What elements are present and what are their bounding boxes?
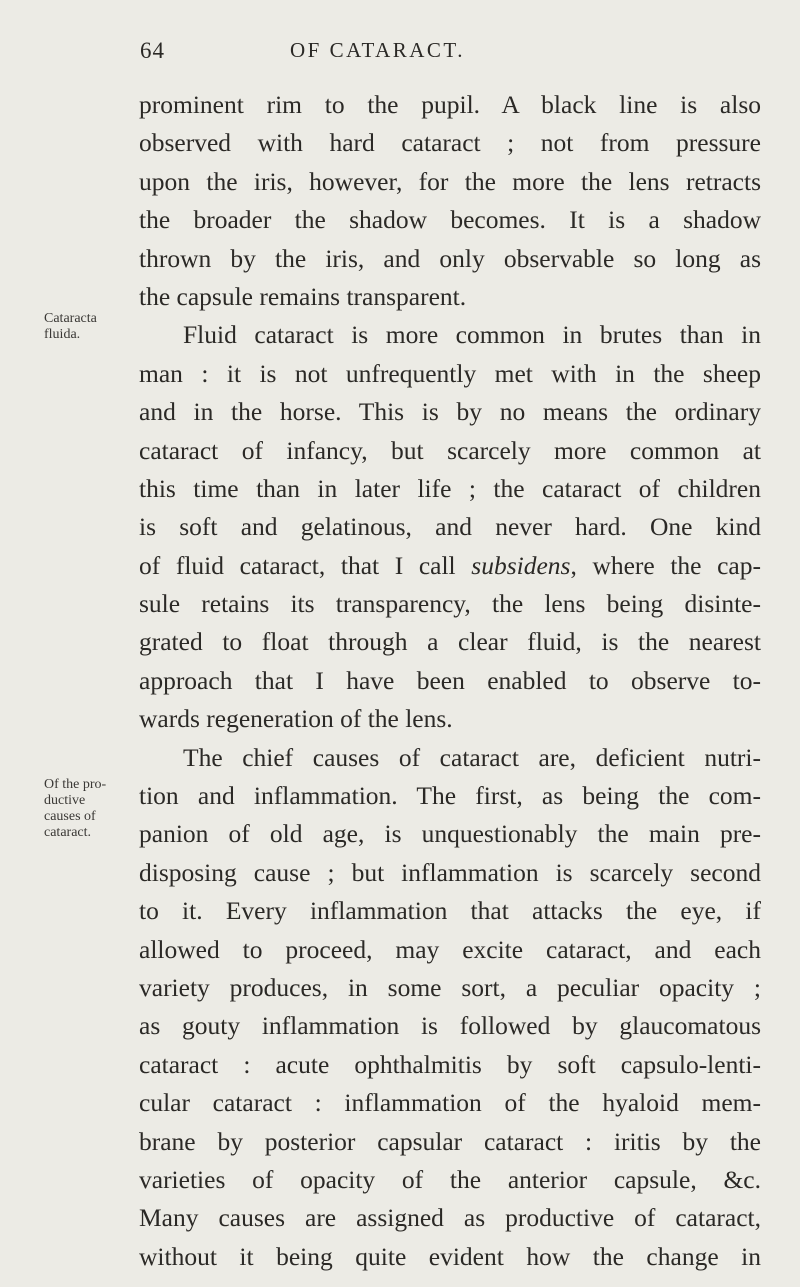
margin-note-line: causes of bbox=[44, 809, 96, 824]
text-line: observed with hard cataract ; not from pressure bbox=[139, 128, 761, 158]
margin-note-line: cataract. bbox=[44, 825, 92, 840]
margin-note-line: Of the pro- bbox=[44, 777, 107, 792]
text-line: cular cataract : inflammation of the hyaloid mem- bbox=[139, 1088, 761, 1118]
text-line: brane by posterior capsular cataract : iritis by the bbox=[139, 1126, 761, 1156]
margin-note-line: fluida. bbox=[44, 327, 81, 342]
text-line: Many causes are assigned as productive of cataract, bbox=[139, 1203, 761, 1233]
text-line: cataract of infancy, but scarcely more common at bbox=[139, 435, 761, 465]
text-line: grated to float through a clear fluid, is the nearest bbox=[139, 627, 761, 657]
body-text bbox=[139, 86, 761, 1276]
text-segment: of fluid cataract, that I call bbox=[139, 550, 472, 580]
margin-note-line: Cataracta bbox=[44, 311, 97, 326]
text-line: sule retains its transparency, the lens being disinte- bbox=[139, 589, 761, 619]
italic-term-subsidens: subsidens bbox=[471, 550, 571, 580]
margin-note-line: ductive bbox=[44, 793, 86, 808]
text-line: man : it is not unfrequently met with in the sheep bbox=[139, 358, 761, 388]
margin-note-cataracta-fluida bbox=[44, 311, 134, 343]
text-line: as gouty inflammation is followed by glaucomatous bbox=[139, 1011, 761, 1041]
paragraph-causes bbox=[139, 739, 761, 1276]
text-line: wards regeneration of the lens. bbox=[139, 704, 453, 734]
text-line: thrown by the iris, and only observable so long as bbox=[139, 243, 761, 273]
text-line: is soft and gelatinous, and never hard. One kind bbox=[139, 512, 761, 542]
text-line: prominent rim to the pupil. A black line is also bbox=[139, 90, 761, 119]
text-line: without it being quite evident how the change in bbox=[139, 1241, 761, 1271]
text-line: this time than in later life ; the cataract of children bbox=[139, 473, 761, 503]
text-line: and in the horse. This is by no means the ordinary bbox=[139, 397, 761, 427]
text-line: upon the iris, however, for the more the lens retracts bbox=[139, 166, 761, 196]
text-line: the broader the shadow becomes. It is a shadow bbox=[139, 205, 761, 235]
text-line: to it. Every inflammation that attacks the eye, if bbox=[139, 896, 761, 926]
paragraph-continuation bbox=[139, 86, 761, 316]
text-line: tion and inflammation. The first, as being the com- bbox=[139, 781, 761, 811]
text-segment: , where the cap- bbox=[570, 550, 761, 580]
text-line bbox=[139, 547, 761, 585]
text-line: Fluid cataract is more common in brutes than in bbox=[183, 320, 761, 350]
text-line: approach that I have been enabled to observe to- bbox=[139, 665, 761, 695]
text-line: allowed to proceed, may excite cataract, and each bbox=[139, 934, 761, 964]
text-line: varieties of opacity of the anterior capsule, &c. bbox=[139, 1164, 761, 1194]
text-line: disposing cause ; but inflammation is scarcely second bbox=[139, 857, 761, 887]
text-line: panion of old age, is unquestionably the main pre- bbox=[139, 819, 761, 849]
paragraph-fluid-cataract bbox=[139, 316, 761, 738]
text-line: The chief causes of cataract are, deficient nutri- bbox=[183, 742, 761, 772]
page-number: 64 bbox=[140, 38, 165, 63]
text-line: the capsule remains transparent. bbox=[139, 281, 467, 311]
text-line: variety produces, in some sort, a peculiar opacity ; bbox=[139, 972, 761, 1002]
text-line: cataract : acute ophthalmitis by soft capsulo-lenti- bbox=[139, 1049, 761, 1079]
running-head bbox=[0, 38, 800, 66]
margin-note-productive-causes bbox=[44, 777, 134, 841]
running-head-title: OF CATARACT. bbox=[290, 38, 465, 62]
